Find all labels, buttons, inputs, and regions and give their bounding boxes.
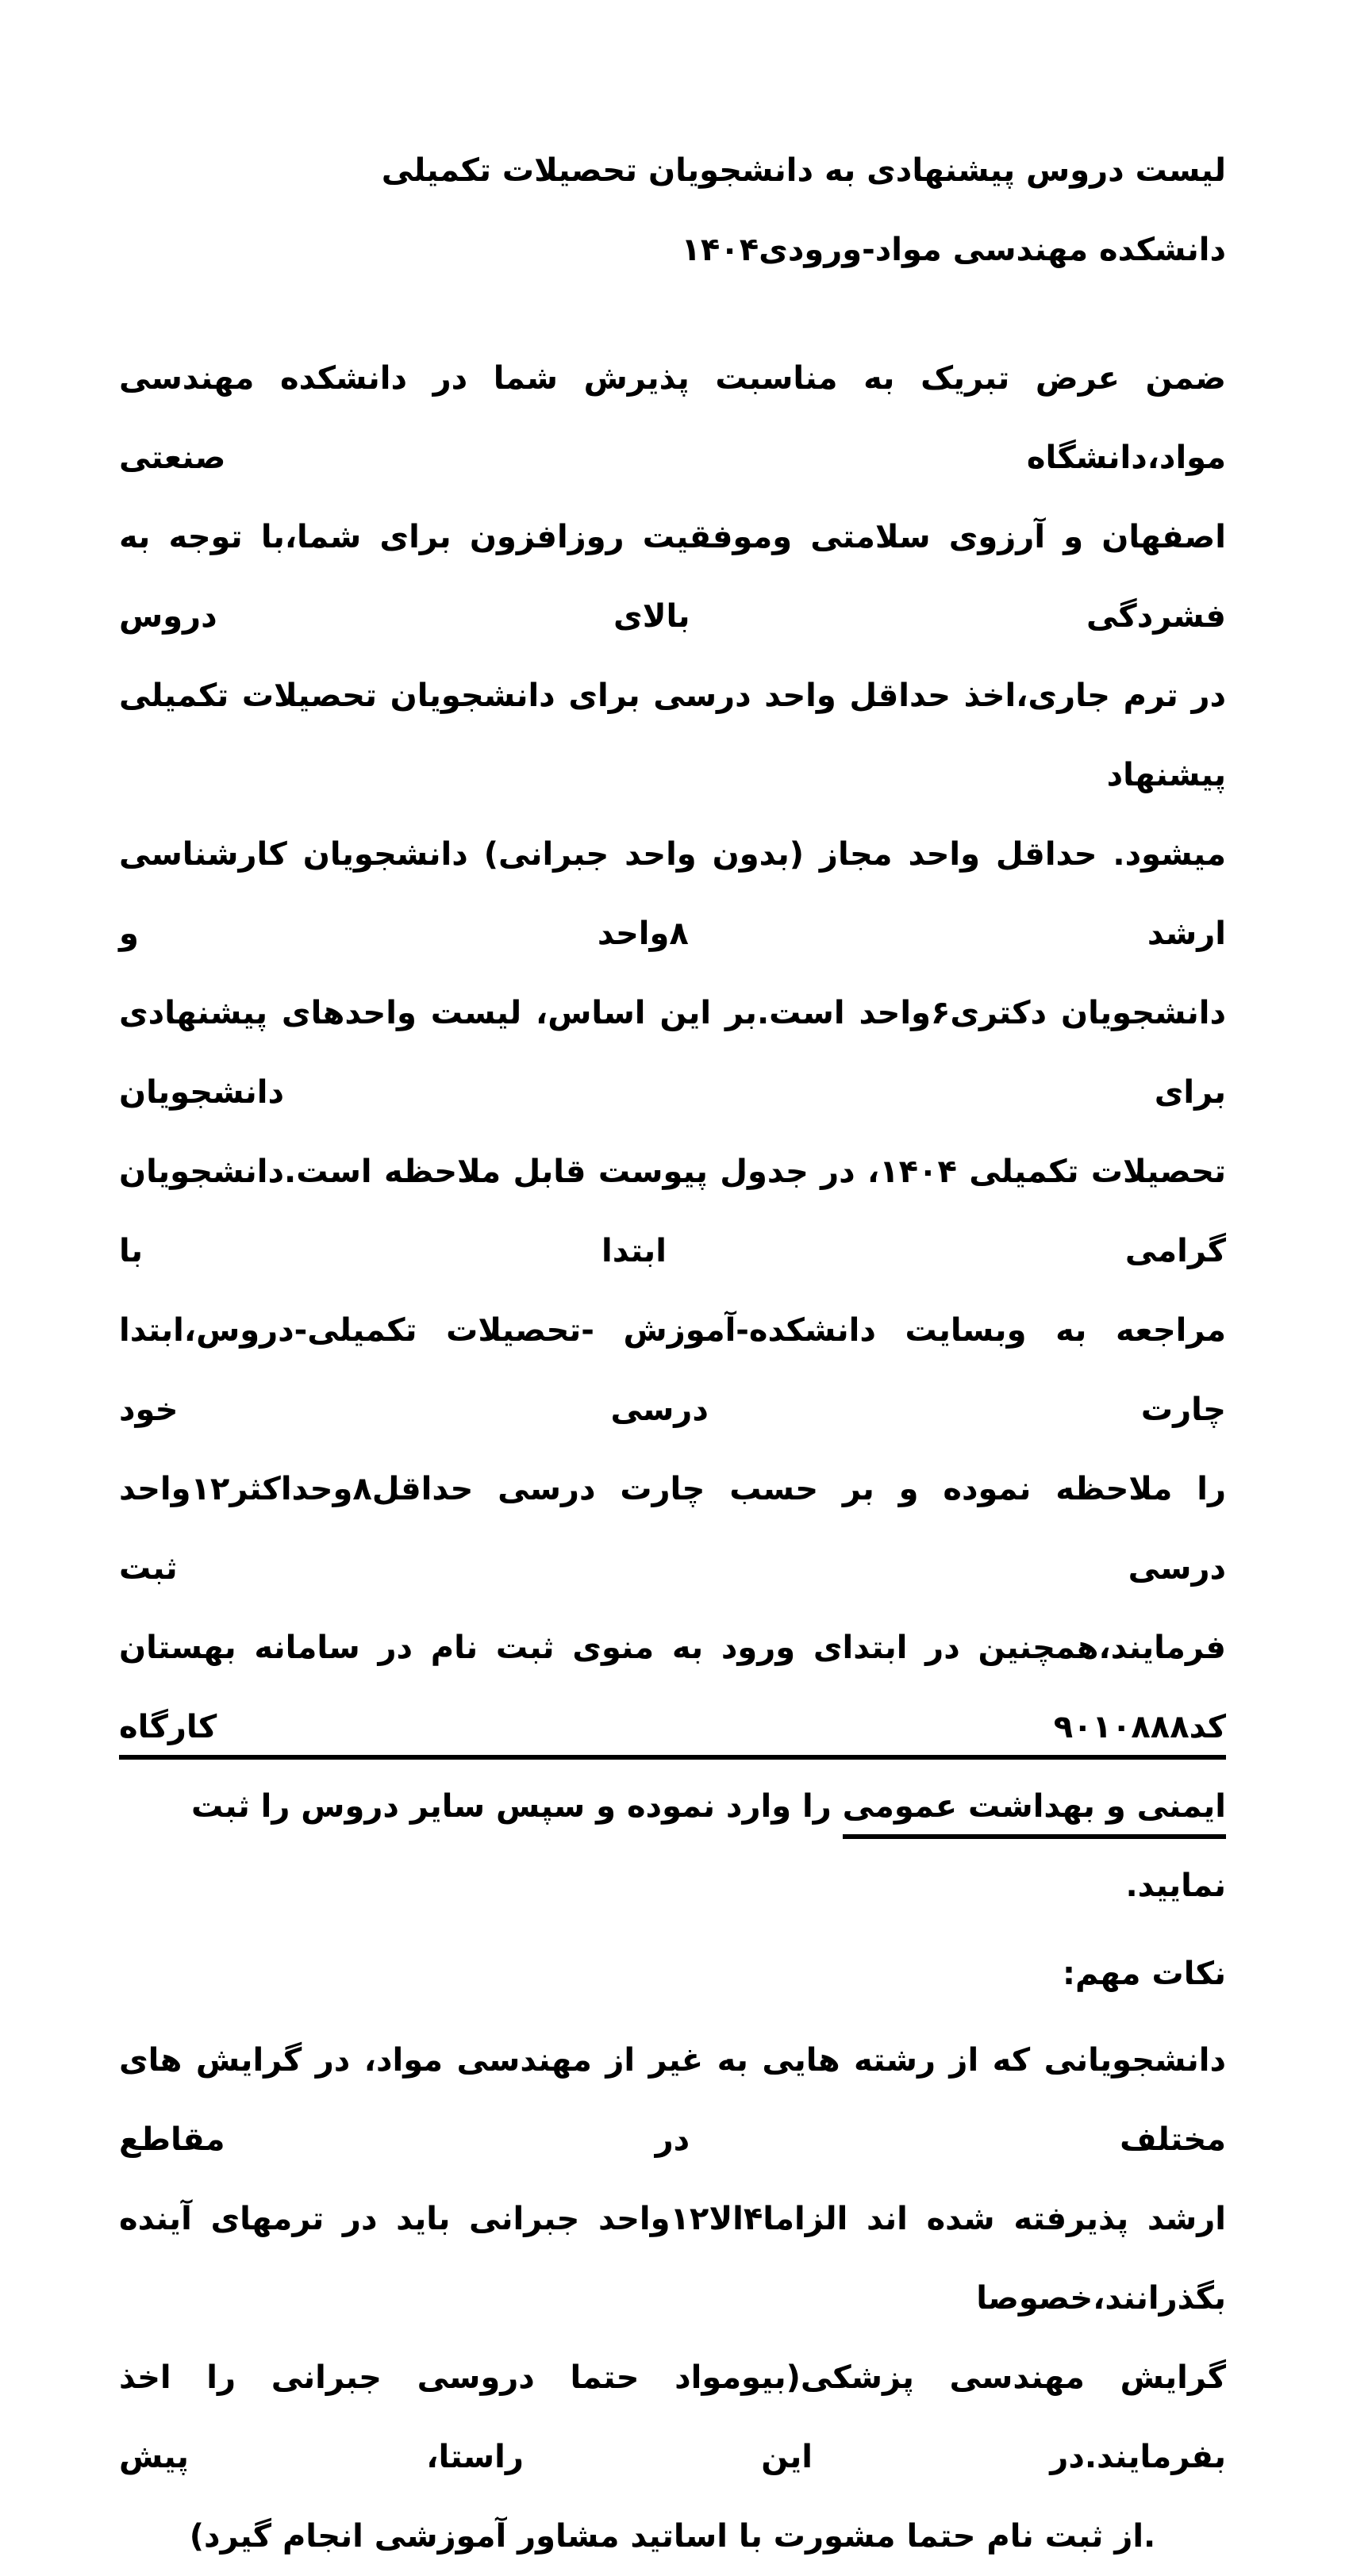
text-segment: فرمایند،همچنین در ابتدای ورود به منوی ثبت نام در سامانه بهستان — [119, 1630, 1226, 1666]
notes-heading-block — [119, 1934, 1226, 2014]
paragraph-line — [119, 1767, 1226, 1925]
paragraph-line — [119, 1608, 1226, 1767]
paragraph-last-line: .از ثبت نام حتما مشورت با اساتید مشاور آموزشی انجام گیرد) — [189, 2518, 1156, 2555]
underlined-workshop-code: کد۹۰۱۰۸۸۸ کارگاه — [119, 1709, 1226, 1760]
paragraph-line: ارشد پذیرفته شده اند الزاما۴الا۱۲واحد جبرانی باید در ترمهای آینده بگذرانند،خصوصا — [119, 2201, 1227, 2317]
notes-paragraph — [119, 2021, 1226, 2576]
text-segment: را وارد نموده و سپس سایر دروس را ثبت نمایید. — [191, 1788, 1226, 1904]
paragraph-line: را ملاحظه نموده و بر حسب چارت درسی حداقل۸وحداکثر۱۲واحد درسی ثبت — [119, 1471, 1226, 1587]
paragraph-line: گرایش مهندسی پزشکی(بیومواد حتما دروسی جبرانی را اخذ بفرمایند.در این راستا، پیش — [119, 2359, 1226, 2475]
intro-paragraph — [119, 339, 1226, 1925]
paragraph-line: مراجعه به وبسایت دانشکده-آموزش -تحصیلات تکمیلی-دروس،ابتدا چارت درسی خود — [119, 1312, 1226, 1428]
paragraph-line: میشود. حداقل واحد مجاز (بدون واحد جبرانی) دانشجویان کارشناسی ارشد ۸واحد و — [119, 836, 1227, 952]
title-line-1: لیست دروس پیشنهادی به دانشجویان تحصیلات تکمیلی — [381, 152, 1226, 189]
paragraph-line: ضمن عرض تبریک به مناسبت پذیرش شما در دانشکده مهندسی مواد،دانشگاه صنعتی — [119, 360, 1226, 476]
document-title-block — [119, 131, 1226, 290]
paragraph-line: اصفهان و آرزوی سلامتی وموفقیت روزافزون برای شما،با توجه به فشردگی بالای دروس — [119, 519, 1226, 635]
paragraph-line: تحصیلات تکمیلی ۱۴۰۴، در جدول پیوست قابل ملاحظه است.دانشجویان گرامی ابتدا با — [119, 1154, 1226, 1269]
paragraph-line: دانشجویان دکتری۶واحد است.بر این اساس، لیست واحدهای پیشنهادی برای دانشجویان — [119, 995, 1226, 1111]
title-line-2: دانشکده مهندسی مواد-ورودی۱۴۰۴ — [681, 232, 1226, 268]
paragraph-line: دانشجویانی که از رشته هایی به غیر از مهندسی مواد، در گرایش های مختلف در مقاطع — [119, 2042, 1226, 2158]
paragraph-line: در ترم جاری،اخذ حداقل واحد درسی برای دانشجویان تحصیلات تکمیلی پیشنهاد — [119, 678, 1226, 793]
underlined-workshop-name: ایمنی و بهداشت عمومی — [843, 1788, 1226, 1839]
notes-heading: نکات مهم: — [1063, 1956, 1226, 1992]
